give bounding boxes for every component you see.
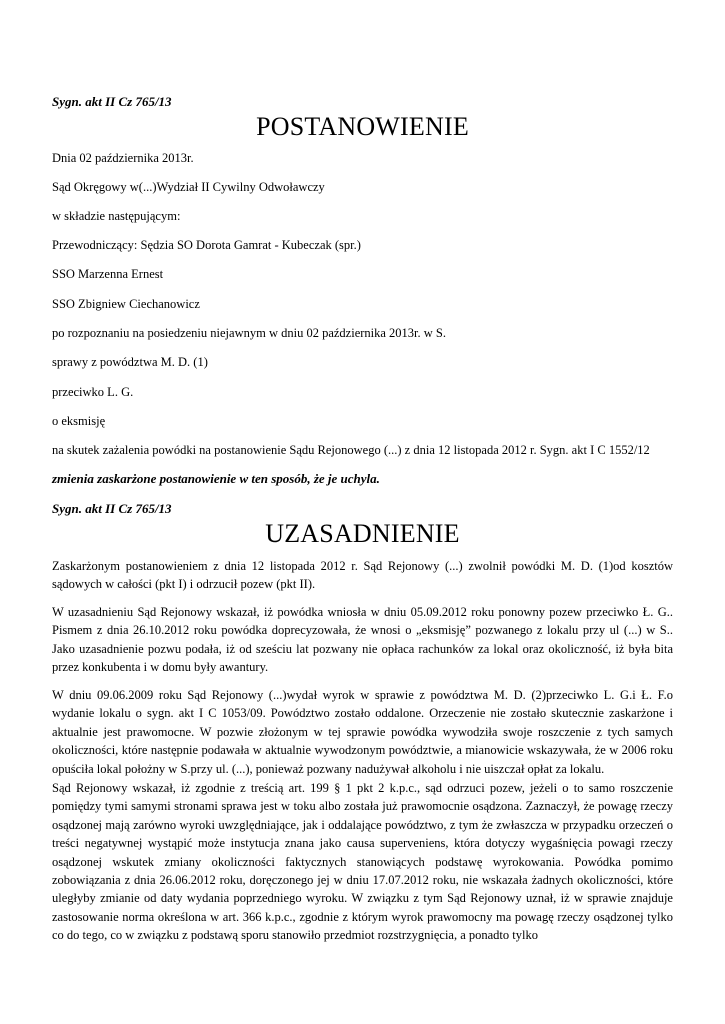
case-number-justification: Sygn. akt II Cz 765/13 xyxy=(52,501,172,516)
justification-paragraph: W dniu 09.06.2009 roku Sąd Rejonowy (...)wydał wyrok w sprawie z powództwa M. D. (2)przeciwko L. G.i Ł. F.o wydanie lokalu o sygn. akt I C 1053/09. Powództwo zostało oddalone. Orzeczenie nie zostało skutecznie zaskarżone i aktualnie jest prawomocne. W pozwie złożonym w tej sprawie powódka wywodziła swoje roszczenie z tych samych okoliczności, które następnie podawała w aktualnie wywodzonym powództwie, a mianowicie wskazywała, że w 2006 roku opuściła lokal położny w S.przy ul. (...), ponieważ pozwany nadużywał alkoholu i nie uiszczał opłat za lokalu. xyxy=(52,688,673,776)
case-line: sprawy z powództwa M. D. (1) xyxy=(52,355,208,369)
court-line: Sąd Okręgowy w(...)Wydział II Cywilny Odwoławczy xyxy=(52,180,325,194)
justification-paragraph: W uzasadnieniu Sąd Rejonowy wskazał, iż powódka wniosła w dniu 05.09.2012 roku ponowny pozew przeciwko Ł. G.. Pismem z dnia 26.10.2012 roku powódka doprecyzowała, że wnosi o „eksmisję” pozwanego z lokalu przy ul (...) w S.. Jako uzasadnienie pozwu podała, iż od sześciu lat pozwany nie opłaca rachunków za lokal oraz okoliczność, iż była bita przez konkubenta i w domu były awantury. xyxy=(52,605,673,675)
appeal-line: na skutek zażalenia powódki na postanowienie Sądu Rejonowego (...) z dnia 12 listopada 2012 r. Sygn. akt I C 1552/12 xyxy=(52,443,650,457)
against-line: przeciwko L. G. xyxy=(52,385,134,399)
justification-paragraph: Zaskarżonym postanowieniem z dnia 12 listopada 2012 r. Sąd Rejonowy (...) zwolnił powódki M. D. (1)od kosztów sądowych w całości (pkt I) i odrzucił pozew (pkt II). xyxy=(52,559,673,592)
date-line: Dnia 02 października 2013r. xyxy=(52,151,194,165)
justification-paragraph: Sąd Rejonowy wskazał, iż zgodnie z treścią art. 199 § 1 pkt 2 k.p.c., sąd odrzuci pozew, jeżeli o to samo roszczenie pomiędzy tymi samymi stronami sprawa jest w toku albo została już prawomocnie osądzona. Zaznaczył, że powagę rzeczy osądzonej mają zarówno wyroki uwzględniające, jak i oddalające powództwo, z tym że zwłaszcza w przypadku orzeczeń o treści negatywnej wystąpić może instytucja znana jako causa superveniens, która dotyczy wygaśnięcia powagi rzeczy osądzonej wskutek zmiany okoliczności faktycznych stanowiących podstawę wyrokowania. Powódka pomimo zobowiązania z dnia 26.06.2012 roku, doręczonego jej w dniu 17.07.2012 roku, nie wskazała żadnych okoliczności, które uległyby zmianie od daty wydania poprzedniego wyroku. W związku z tym Sąd Rejonowy uznał, iż w sprawie znajduje zastosowanie norma określona w art. 366 k.p.c., zgodnie z którym wyrok prawomocny ma powagę rzeczy osądzonej tylko co do tego, co w związku z podstawą sporu stanowiło przedmiot rozstrzygnięcia, a ponadto tylko xyxy=(52,781,673,943)
case-number-top: Sygn. akt II Cz 765/13 xyxy=(52,94,172,109)
judge-line-1: SSO Marzenna Ernest xyxy=(52,267,164,281)
session-line: po rozpoznaniu na posiedzeniu niejawnym w dniu 02 października 2013r. w S. xyxy=(52,326,447,340)
judge-line-2: SSO Zbigniew Ciechanowicz xyxy=(52,297,200,311)
ruling-line: zmienia zaskarżone postanowienie w ten sposób, że je uchyla. xyxy=(52,471,380,486)
composition-line: w składzie następującym: xyxy=(52,209,181,223)
page-title: POSTANOWIENIE xyxy=(256,112,469,141)
justification-title: UZASADNIENIE xyxy=(265,519,460,548)
subject-line: o eksmisję xyxy=(52,414,106,428)
presiding-judge-line: Przewodniczący: Sędzia SO Dorota Gamrat - Kubeczak (spr.) xyxy=(52,238,361,252)
